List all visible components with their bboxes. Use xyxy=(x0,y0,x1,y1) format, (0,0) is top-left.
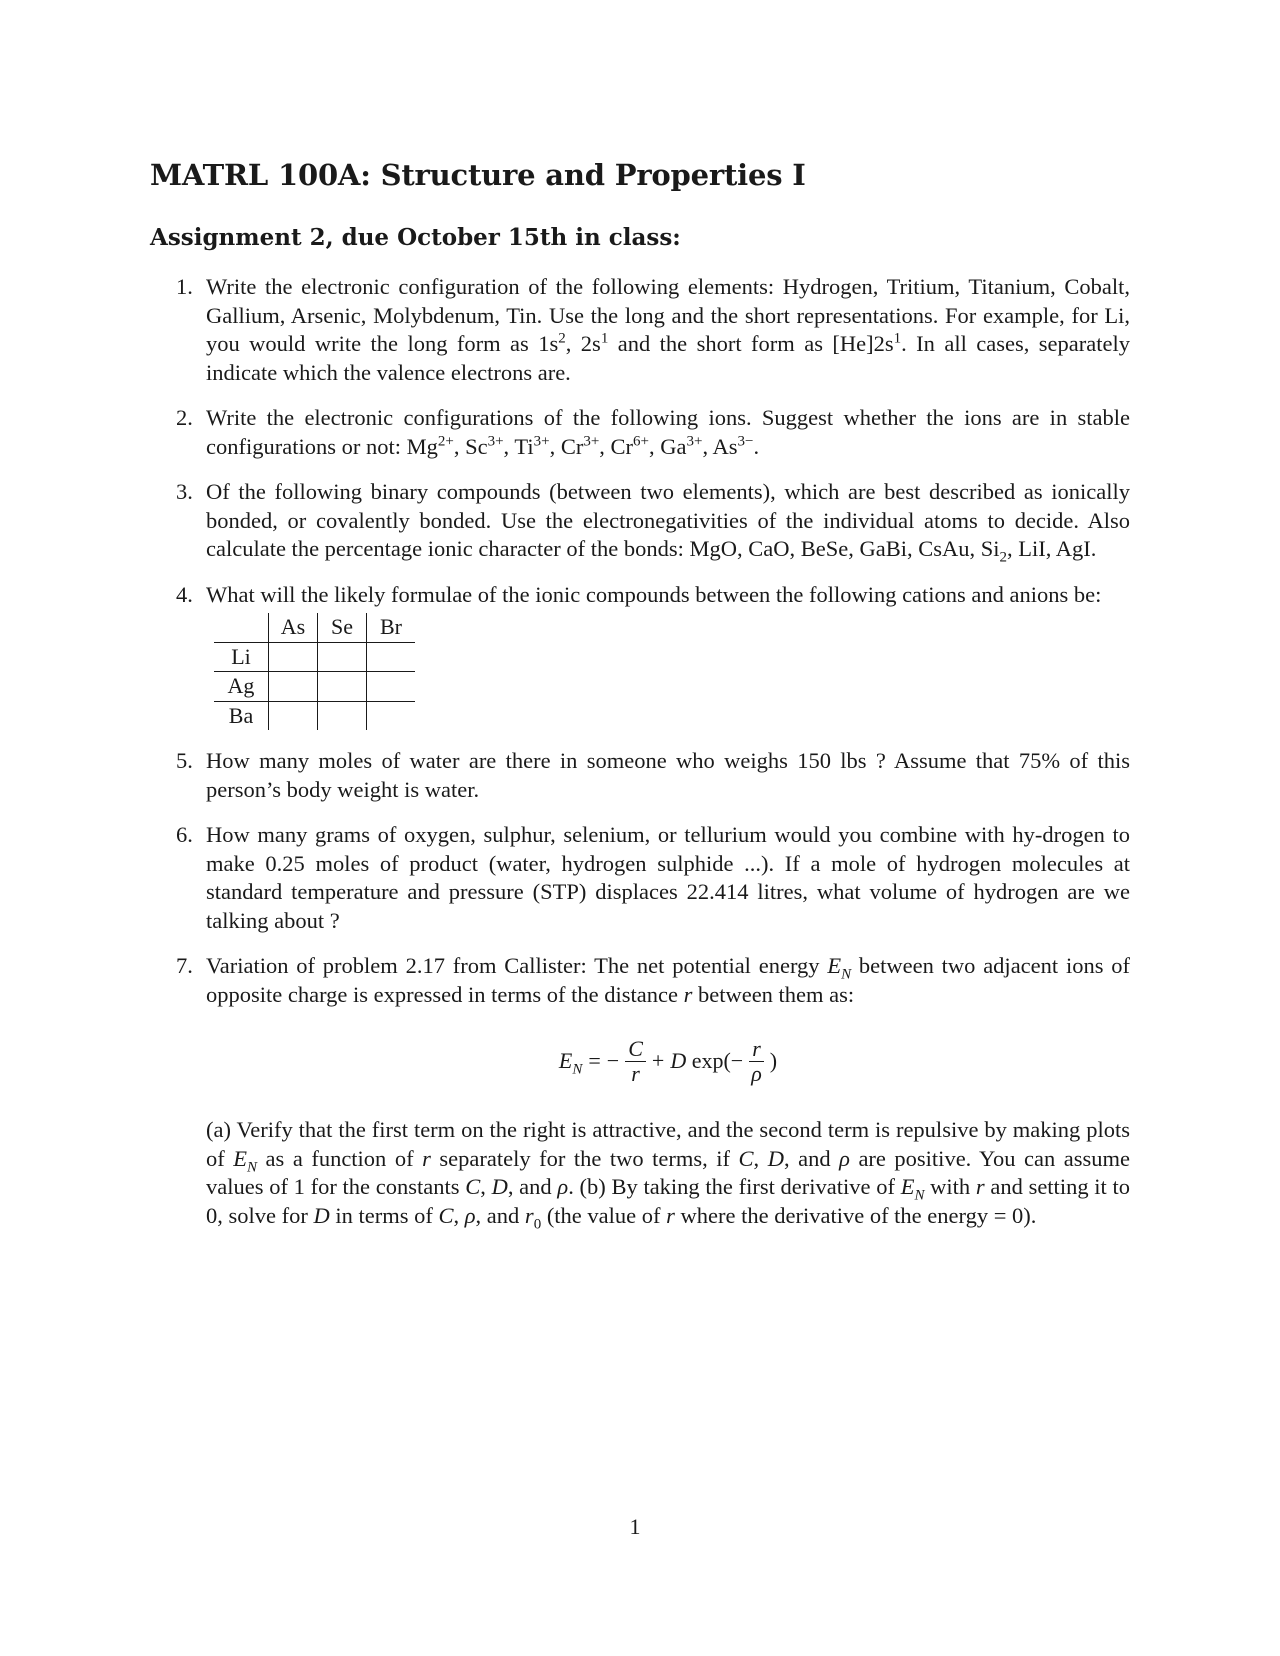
table-cell xyxy=(269,672,318,702)
problem-number: 4. xyxy=(176,581,193,607)
table-cell xyxy=(367,642,416,672)
table-row xyxy=(214,672,415,702)
column-header: Se xyxy=(318,613,367,642)
row-header: Ag xyxy=(214,672,269,702)
problem-2: 2. Write the electronic configurations of the following ions. Suggest whether the ions are in stable configurations or not: $Mg^{2+}$, $Sc^{3+}$, $Ti^{3+}$, $Cr^{3+}$, $Cr^{6+}$, $Ga^{3+}$, $As^{3-}$. xyxy=(176,405,1130,459)
problem-7: 7. Variation of problem 2.17 from Callister: The net potential energy $E_N$ between two adjacent ions of opposite charge is expressed in terms of the distance r between them as: $E_N$ = − $\frac{C}{r}$ + D exp(− $\frac{r}{\rho}$ ) (a) Verify that the first term on the right is attractive, and the second term is repulsive by making plots of $E_N$ as a function of r separately for the two terms, if C, D, and ρ are positive. You can assume values of 1 for the constants C, D, and ρ. (b) By taking the first derivative of $E_N$ with r and setting it to 0, solve for D in terms of C, ρ, and $r_0$ (the value of r where the derivative of the energy = 0). xyxy=(176,953,1130,1232)
problem-number: 6. xyxy=(176,822,193,847)
problem-number: 3. xyxy=(176,479,193,504)
table-row xyxy=(214,701,415,730)
problem-4: 4. What will the likely formulae of the ionic compounds between the following cations and anions be: As Se Br Li Ag Ba xyxy=(150,581,1130,731)
assignment-heading: Assignment 2, due October 15th in class: xyxy=(150,224,681,251)
page-number: 1 xyxy=(629,1514,641,1539)
table-corner xyxy=(214,613,269,642)
problem-1: 1. Write the electronic configuration of the following elements: Hydrogen, Tritium, Titanium, Cobalt, Gallium, Arsenic, Molybdenum, Tin. Use the long and the short representations. For example, for Li, you would write the long form as $1s^2$, $2s^1$ and the short form as $[He]2s^1$. In all cases, separately indicate which the valence electrons are. xyxy=(176,274,1130,385)
problem-number: 1. xyxy=(176,274,193,299)
energy-equation: $E_N$ = − $\frac{C}{r}$ + D exp(− $\frac{r}{\rho}$ ) xyxy=(558,1036,778,1086)
cation-anion-table xyxy=(214,613,415,730)
fraction-r-over-rho: $\frac{r}{\rho}$ xyxy=(751,1036,762,1086)
table-cell xyxy=(367,672,416,702)
document-page xyxy=(150,158,1130,1247)
table-cell xyxy=(318,642,367,672)
column-header: As xyxy=(269,613,318,642)
table-cell xyxy=(318,672,367,702)
table-cell xyxy=(367,701,416,730)
problem-5: 5. How many moles of water are there in someone who weighs 150 lbs ? Assume that 75% of this person’s body weight is water. xyxy=(176,748,1130,802)
fraction-c-over-r: $\frac{C}{r}$ xyxy=(625,1037,646,1086)
problem-number: 7. xyxy=(176,953,193,978)
problem-list xyxy=(150,273,1130,1230)
column-header: Br xyxy=(367,613,416,642)
table-cell xyxy=(269,701,318,730)
row-header: Ba xyxy=(214,701,269,730)
problem-number: 5. xyxy=(176,748,193,773)
row-header: Li xyxy=(214,642,269,672)
table-row xyxy=(214,642,415,672)
document-title: MATRL 100A: Structure and Properties I xyxy=(150,158,806,192)
problem-3: 3. Of the following binary compounds (between two elements), which are best described as ionically bonded, or covalently bonded. Use the electronegativities of the individual atoms to decide. Also calculate the percentage ionic character of the bonds: MgO, CaO, BeSe, GaBi, CsAu, $Si_2$, LiI, AgI. xyxy=(176,479,1130,566)
problem-number: 2. xyxy=(176,405,193,430)
table-cell xyxy=(318,701,367,730)
table-cell xyxy=(269,642,318,672)
problem-6: 6. How many grams of oxygen, sulphur, selenium, or tellurium would you combine with hy-drogen to make 0.25 moles of product (water, hydrogen sulphide ...). If a mole of hydrogen molecules at standard temperature and pressure (STP) displaces 22.414 litres, what volume of hydrogen are we talking about ? xyxy=(176,822,1130,933)
